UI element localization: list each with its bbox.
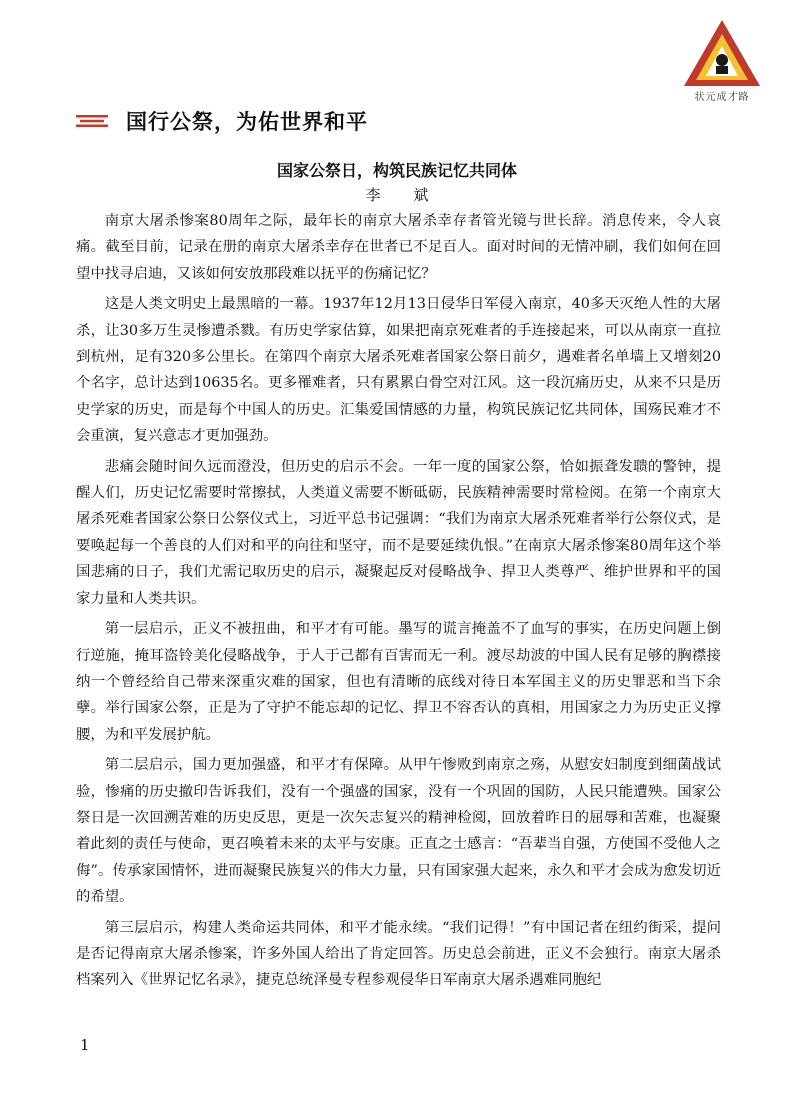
logo-text: 状元成才路 xyxy=(694,92,750,103)
paragraph: 悲痛会随时间久远而澄没，但历史的启示不会。一年一度的国家公祭，恰如振聋发聩的警钟，提醒人们，历史记忆需要时常擦拭，人类道义需要不断砥砺，民族精神需要时常检阅。在第一个南京大屠杀死难者国家公祭日公祭仪式上，习近平总书记强调：“我们为南京大屠杀死难者举行公祭仪式，是要唤起每一个善良的人们对和平的向往和坚守，而不是要延续仇恨。”在南京大屠杀惨案80周年这个举国悲痛的日子，我们尤需记取历史的启示，凝聚起反对侵略战争、捍卫人类尊严、维护世界和平的国家力量和人类共识。 xyxy=(76,458,721,607)
paragraph: 这是人类文明史上最黑暗的一幕。1937年12月13日侵华日军侵入南京，40多天灭绝人性的大屠杀，让30多万生灵惨遭杀戮。有历史学家估算，如果把南京死难者的手连接起来，可以从南京一直拉到杭州，足有320多公里长。在第四个南京大屠杀死难者国家公祭日前夕，遇难者名单墙上又增刻20个名字，总计达到10635名。更多罹难者，只有累累白骨空对江风。这一段沉痛历史，从来不只是历史学家的历史，而是每个中国人的历史。汇集爱国情感的力量，构筑民族记忆共同体，国殇民难才不会重演，复兴意志才更加强劲。 xyxy=(76,296,721,445)
paragraph: 第二层启示，国力更加强盛，和平才有保障。从甲午惨败到南京之殇，从慰安妇制度到细菌战试验，惨痛的历史撤印告诉我们，没有一个强盛的国家，没有一个巩固的国防，人民只能遭殃。国家公祭日是一次回溯苦难的历史反思，更是一次矢志复兴的精神检阅，回放着昨日的屈辱和苦难，也凝聚着此刻的责任与使命，更召唤着未来的太平与安康。正直之士感言：“吾辈当自强，方使国不受他人之侮”。传承家国情怀，进而凝聚民族复兴的伟大力量，只有国家强大起来，永久和平才会成为愈发切近的希望。 xyxy=(76,757,721,906)
page-number: 1 xyxy=(80,1036,90,1054)
paragraph: 南京大屠杀惨案80周年之际，最年长的南京大屠杀幸存者管光镜与世长辞。消息传来，令人哀痛。截至目前，记录在册的南京大屠杀幸存在世者已不足百人。面对时间的无情冲刷，我们如何在回望中找寻启迪，又该如何安放那段难以抚平的伤痛记忆？ xyxy=(76,213,721,282)
article-author: 李 斌 xyxy=(365,186,443,204)
paragraph: 第三层启示，构建人类命运共同体，和平才能永续。“我们记得！”有中国记者在纽约街采，提问是否记得南京大屠杀惨案，许多外国人给出了肯定回答。历史总会前进，正义不会独行。南京大屠杀档案列入《世界记忆名录》，捷克总统泽曼专程参观侵华日军南京大屠杀遇难同胞纪 xyxy=(76,919,721,989)
section-header xyxy=(76,106,368,136)
article-title: 国家公祭日，构筑民族记忆共同体 xyxy=(276,161,517,180)
section-title: 国行公祭，为佑世界和平 xyxy=(126,109,368,134)
article-body xyxy=(76,208,721,994)
red-bars-icon xyxy=(76,114,108,128)
paragraph: 第一层启示，正义不被扭曲，和平才有可能。墨写的谎言掩盖不了血写的事实，在历史问题上倒行逆施，掩耳盗铃美化侵略战争，于人于己都有百害而无一利。渡尽劫波的中国人民有足够的胸襟接纳一个曾经给自己带来深重灾难的国家，但也有清晰的底线对待日本军国主义的历史罪恶和当下余孽。举行国家公祭，正是为了守护不能忘却的记忆、捍卫不容否认的真相，用国家之力为历史正义撑腰，为和平发展护航。 xyxy=(76,621,721,743)
